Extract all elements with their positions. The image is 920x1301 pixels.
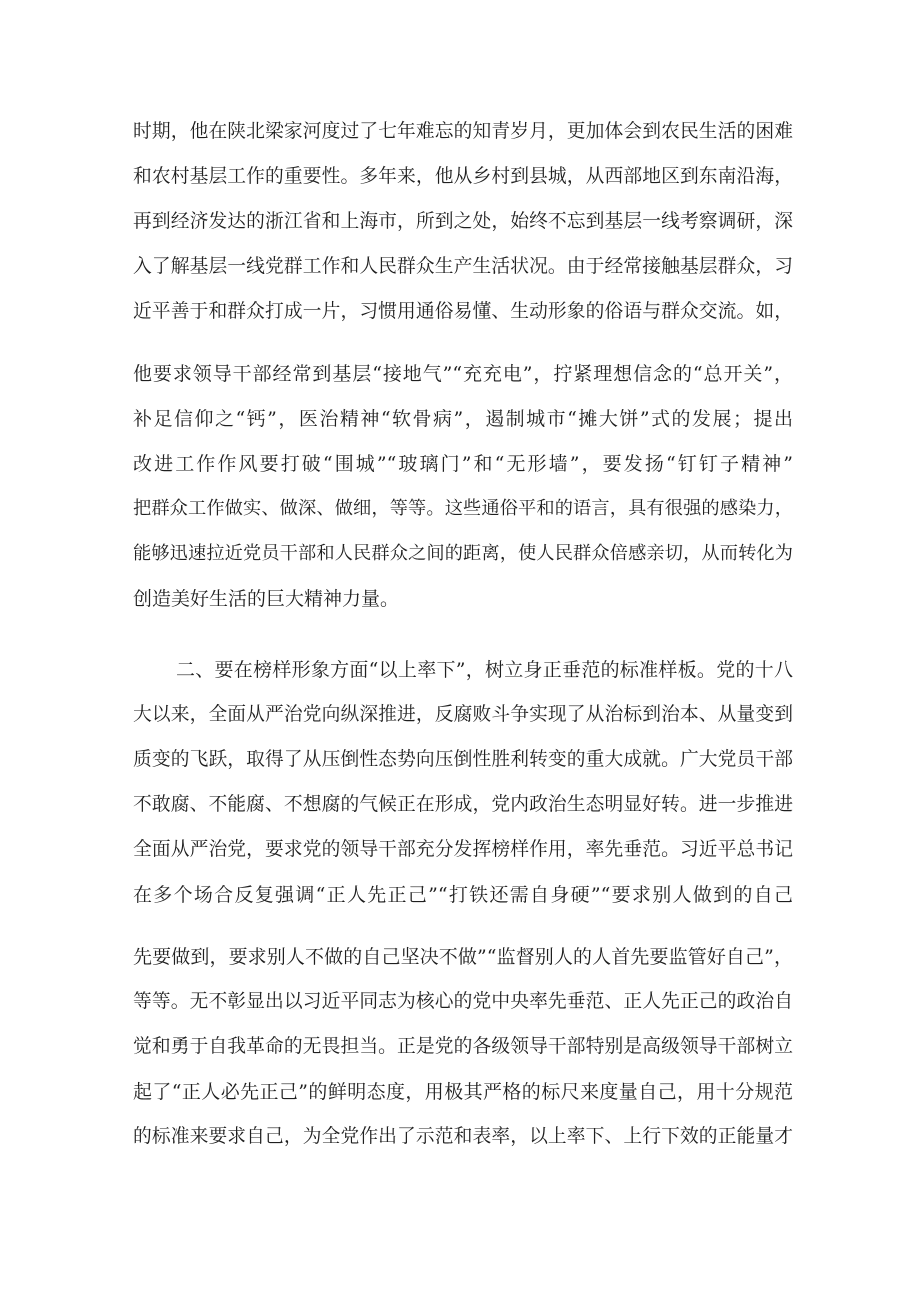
text-line: 先要做到，要求别人不做的自己坚决不做”“监督别人的人首先要监管好自己”，: [133, 946, 793, 968]
text-line: 大以来，全面从严治党向纵深推进，反腐败斗争实现了从治标到治本、从量变到: [133, 704, 793, 725]
text-line: 和农村基层工作的重要性。多年来，他从乡村到县城，从西部地区到东南沿海，: [133, 166, 793, 187]
text-line: 能够迅速拉近党员干部和人民群众之间的距离，使人民群众倍感亲切，从而转化为: [133, 543, 793, 564]
text-line: 全面从严治党，要求党的领导干部充分发挥榜样作用，率先垂范。习近平总书记: [133, 839, 793, 860]
text-line: 入了解基层一线党群工作和人民群众生产生活状况。由于经常接触基层群众，习: [133, 256, 793, 277]
text-line: 起了“正人必先正己”的鲜明态度，用极其严格的标尺来度量自己，用十分规范: [133, 1081, 793, 1103]
text-line: 补足信仰之“钙”，医治精神“软骨病”，遏制城市“摊大饼”式的发展；提出: [133, 408, 793, 430]
text-line: 创造美好生活的巨大精神力量。: [133, 588, 400, 610]
text-line: 改进工作作风要打破“围城”“玻璃门”和“无形墙”，要发扬“钉钉子精神”: [133, 453, 793, 475]
text-line: 他要求领导干部经常到基层“接地气”“充充电”，拧紧理想信念的“总开关”，: [133, 363, 793, 385]
text-line: 等等。无不彰显出以习近平同志为核心的党中央率先垂范、正人先正己的政治自: [133, 991, 793, 1012]
text-line: 不敢腐、不能腐、不想腐的气候正在形成，党内政治生态明显好转。进一步推进: [133, 794, 793, 815]
text-line: 二、要在榜样形象方面“以上率下”，树立身正垂范的标准样板。党的十八: [176, 659, 793, 681]
text-line: 觉和勇于自我革命的无畏担当。正是党的各级领导干部特别是高级领导干部树立: [133, 1036, 793, 1057]
text-line: 把群众工作做实、做深、做细，等等。这些通俗平和的语言，具有很强的感染力，: [133, 498, 793, 519]
text-line: 在多个场合反复强调“正人先正己”“打铁还需自身硬”“要求别人做到的自己: [133, 884, 793, 906]
text-line: 质变的飞跃，取得了从压倒性态势向压倒性胜利转变的重大成就。广大党员干部: [133, 749, 793, 770]
text-line: 近平善于和群众打成一片，习惯用通俗易懂、生动形象的俗语与群众交流。如，: [133, 301, 793, 322]
text-line: 再到经济发达的浙江省和上海市，所到之处，始终不忘到基层一线考察调研，深: [133, 211, 793, 232]
text-line: 的标准来要求自己，为全党作出了示范和表率，以上率下、上行下效的正能量才: [133, 1126, 793, 1147]
text-line: 时期，他在陕北梁家河度过了七年难忘的知青岁月，更加体会到农民生活的困难: [133, 121, 793, 142]
